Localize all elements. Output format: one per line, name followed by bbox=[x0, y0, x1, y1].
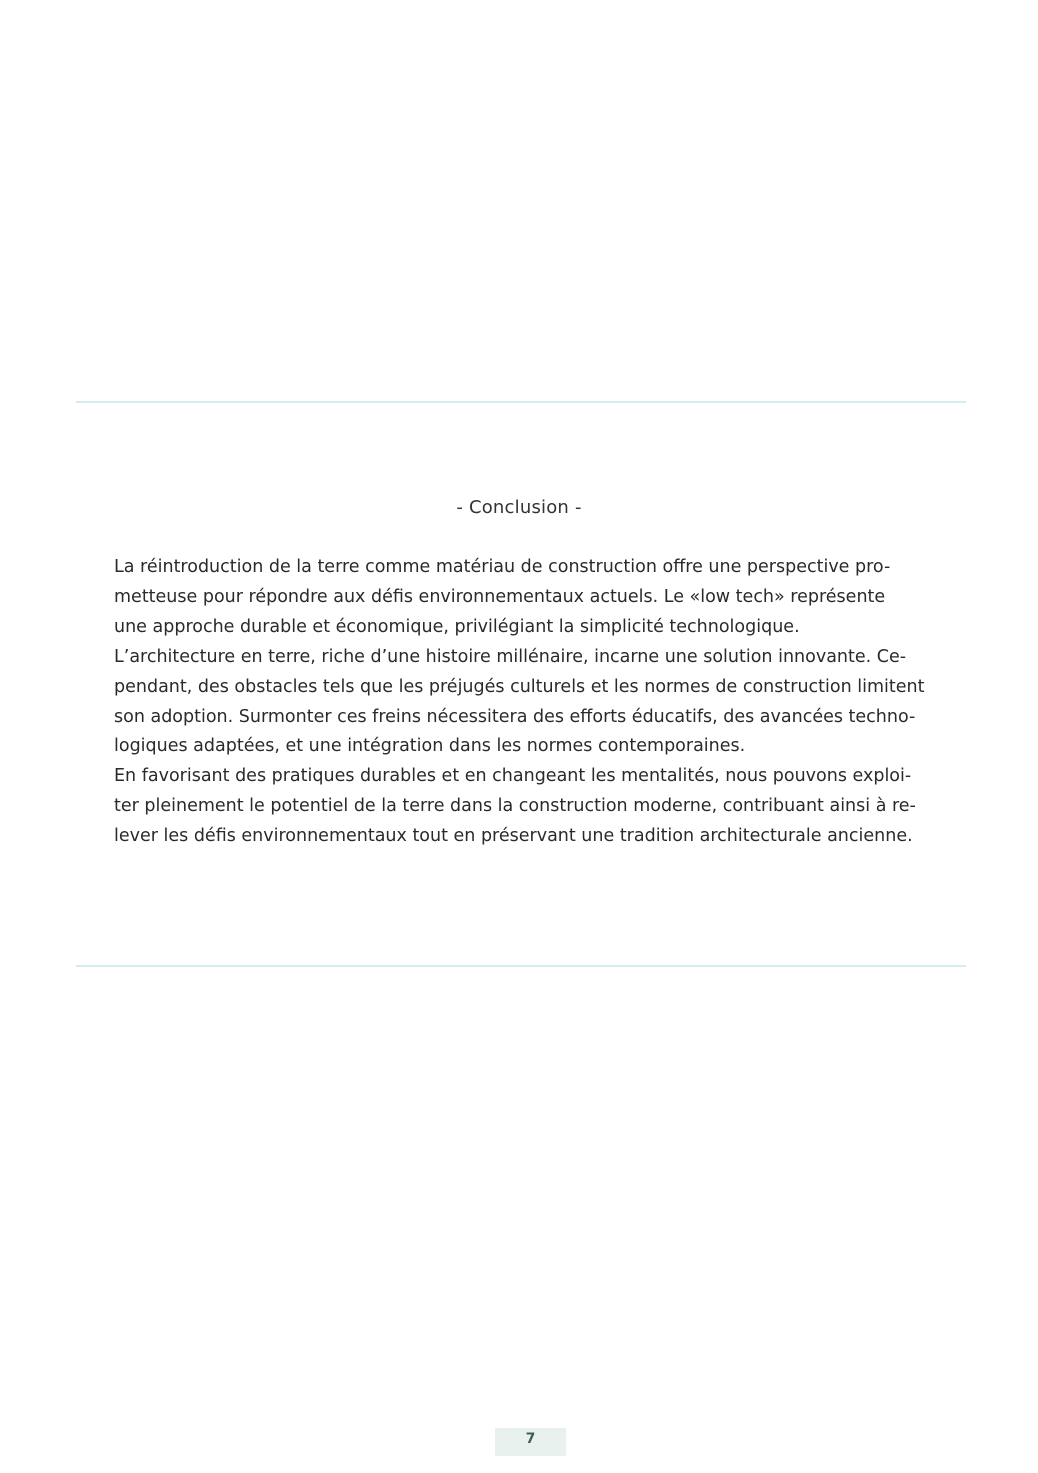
paragraph-line: lever les défis environnementaux tout en préservant une tradition architecturale ancienne. bbox=[114, 826, 913, 847]
paragraph-line: son adoption. Surmonter ces freins nécessitera des efforts éducatifs, des avancées techno- bbox=[114, 706, 916, 727]
paragraph-line: En favorisant des pratiques durables et en changeant les mentalités, nous pouvons exploi- bbox=[114, 766, 912, 787]
bottom-divider bbox=[76, 965, 966, 967]
top-divider bbox=[76, 401, 966, 403]
paragraph-line: logiques adaptées, et une intégration dans les normes contemporaines. bbox=[114, 736, 746, 757]
paragraph-line: ter pleinement le potentiel de la terre dans la construction moderne, contribuant ainsi à re- bbox=[114, 796, 916, 817]
paragraph-line: L’architecture en terre, riche d’une histoire millénaire, incarne une solution innovante. Ce- bbox=[114, 646, 907, 667]
page-number: 7 bbox=[495, 1428, 566, 1456]
paragraph-line: La réintroduction de la terre comme matériau de construction offre une perspective pro- bbox=[114, 557, 891, 577]
section-heading: - Conclusion - bbox=[456, 497, 582, 518]
paragraph-line: pendant, des obstacles tels que les préjugés culturels et les normes de construction limitent bbox=[114, 676, 925, 697]
paragraph-line: une approche durable et économique, privilégiant la simplicité technologique. bbox=[114, 616, 800, 637]
conclusion-paragraph bbox=[114, 553, 944, 852]
paragraph-line: metteuse pour répondre aux défis environnementaux actuels. Le «low tech» représente bbox=[114, 586, 886, 607]
